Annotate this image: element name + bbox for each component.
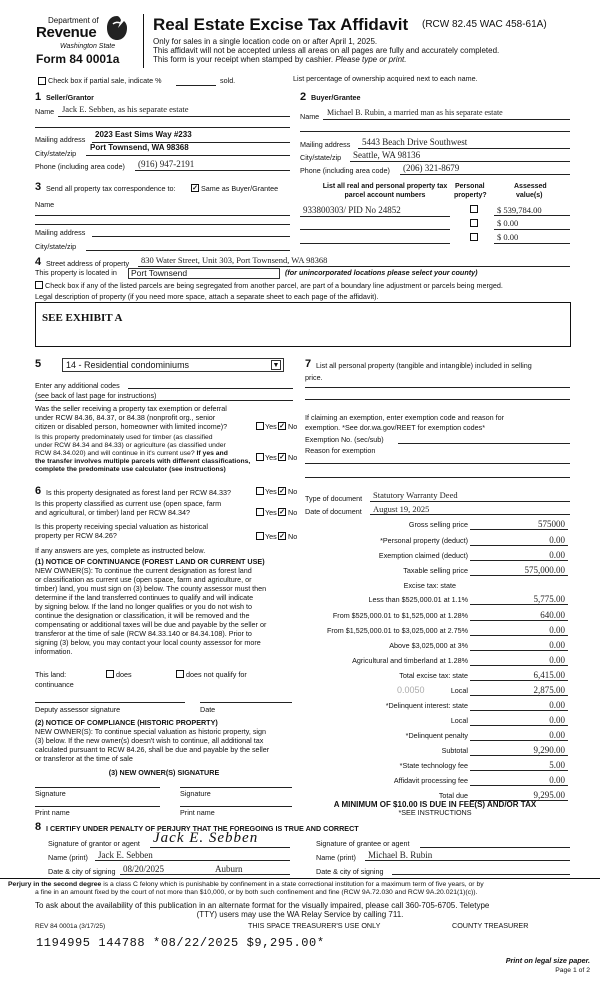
no-label: No [288, 422, 298, 431]
ownership-note: List percentage of ownership acquired next to each name. [293, 74, 478, 83]
owner-print-label-2: Print name [180, 808, 215, 817]
tax-row-value[interactable]: 0.00 [549, 535, 565, 545]
header-note3: This form is your receipt when stamped by cashier. Please type or print. [153, 55, 407, 64]
tax-row-value[interactable]: 0.00 [549, 655, 565, 665]
tax-row-label: Gross selling price [408, 520, 468, 529]
located-label: This property is located in [35, 268, 117, 277]
seller-city-label: City/state/zip [35, 149, 77, 158]
tax-row-label: Above $3,025,000 at 3% [389, 641, 468, 650]
revision-label: REV 84 0001a (3/17/25) [35, 923, 106, 930]
timber-q-line3: RCW 84.34.020) and will continue in it's current use? If yes and [35, 450, 228, 457]
forest-no-checkbox[interactable]: ✓ [279, 488, 285, 495]
historic-no-checkbox[interactable]: ✓ [279, 533, 285, 540]
sec7-label1: List all personal property (tangible and intangible) included in selling [316, 361, 532, 370]
segregated-checkbox[interactable] [35, 281, 43, 289]
compliance-heading: (2) NOTICE OF COMPLIANCE (HISTORIC PROPERTY) [35, 718, 218, 727]
reason-label: Reason for exemption [305, 446, 376, 455]
legal-description: SEE EXHIBIT A [42, 312, 123, 324]
timber-no-checkbox[interactable]: ✓ [279, 454, 285, 461]
timber-q-line4: the transfer involves multiple parcels with different classifications, [35, 458, 251, 465]
dept-line3: Washington State [60, 43, 116, 50]
sec4-number: 4 [35, 256, 42, 268]
tax-row-label: Excise tax: state [403, 581, 456, 590]
form-title: Real Estate Excise Tax Affidavit [153, 15, 409, 34]
personal-property-checkbox[interactable] [470, 233, 478, 241]
tax-row-value[interactable]: 9,290.00 [533, 745, 565, 755]
partial-sold-label: sold. [220, 76, 236, 85]
personal-heading2: property? [454, 192, 487, 199]
seller-name[interactable]: Jack E. Sebben, as his separate estate [62, 104, 189, 114]
tax-row-label: Taxable selling price [403, 566, 468, 575]
sec1-number: 1 [35, 91, 42, 103]
no-label: No [288, 508, 298, 517]
tax-row-value[interactable]: 575000 [538, 519, 565, 529]
historic-q2: property per RCW 84.26? [35, 531, 117, 540]
seller-phone[interactable]: (916) 947-2191 [138, 159, 195, 169]
tax-row-value[interactable]: 6,415.00 [533, 670, 565, 680]
sec3-name-label: Name [35, 200, 55, 209]
grantor-city[interactable]: Auburn [215, 864, 243, 874]
no-label: No [288, 453, 298, 462]
grantor-signature[interactable]: Jack E. Sebben [153, 830, 259, 846]
buyer-city[interactable]: Seattle, WA 98136 [353, 150, 421, 160]
location-select[interactable]: Port Townsend [128, 268, 280, 279]
segregated-label: Check box if any of the listed parcels are being segregated from another parcel, are part of a boundary line adjustment or parcels being merged. [45, 281, 503, 290]
seller-city[interactable]: Port Townsend, WA 98368 [90, 143, 189, 152]
local-rate[interactable]: 0.0050 [397, 685, 425, 695]
same-as-buyer-label: Same as Buyer/Grantee [201, 184, 279, 193]
continuance-heading: (1) NOTICE OF CONTINUANCE (FOREST LAND OR CURRENT USE) [35, 557, 265, 566]
owner-print-label-1: Print name [35, 808, 70, 817]
owner-sig-heading: (3) NEW OWNER(S) SIGNATURE [108, 768, 220, 777]
partial-sale-checkbox[interactable] [38, 77, 46, 85]
legal-description-box[interactable] [35, 302, 571, 347]
grantor-sig-label: Signature of grantor or agent [48, 839, 140, 848]
historic-yes-checkbox[interactable] [256, 532, 264, 540]
seller-mail-label: Mailing address [35, 135, 86, 144]
buyer-name[interactable]: Michael B. Rubin, a married man as his separate estate [327, 108, 503, 117]
property-use-value: 14 - Residential condominiums [66, 360, 190, 370]
buyer-city-label: City/state/zip [300, 153, 342, 162]
not-qualify-checkbox[interactable] [176, 670, 184, 678]
tax-row-value[interactable]: 0.00 [549, 640, 565, 650]
page-number: Page 1 of 2 [555, 967, 590, 974]
grantee-date-label: Date & city of signing [316, 867, 384, 876]
tax-row-label: Local [450, 716, 468, 725]
tax-row-label: Total due [438, 791, 468, 800]
tax-row-label: Agricultural and timberland at 1.28% [352, 656, 468, 665]
owner-sig-label-2: Signature [180, 789, 211, 798]
tax-row-label: *Delinquent interest: state [385, 701, 468, 710]
tax-row-label: *Personal property (deduct) [380, 536, 468, 545]
does-checkbox[interactable] [106, 670, 114, 678]
continuance-label: continuance [35, 680, 74, 689]
doc-date-label: Date of document [305, 507, 362, 516]
does-label: does [116, 670, 132, 679]
dept-line2: Revenue [36, 24, 97, 41]
seller-mail[interactable]: 2023 East Sims Way #233 [95, 130, 192, 139]
exempt-no-checkbox[interactable]: ✓ [279, 423, 285, 430]
tax-row-value[interactable]: 0.00 [549, 775, 565, 785]
county-treasurer-label: COUNTY TREASURER [452, 921, 529, 930]
form-statute: (RCW 82.45 WAC 458-61A) [422, 19, 547, 30]
alt-format-line1: To ask about the availability of this publication in an alternate format for the visually impaired, please call 360-705-6705. Teletype [35, 901, 490, 910]
exempt-q-line3: citizen or disabled person, homeowner with limited income)? [35, 422, 228, 431]
tax-row-label: *State technology fee [399, 761, 468, 770]
form-number: Form 84 0001a [36, 52, 120, 66]
tax-row-label: Subtotal [441, 746, 468, 755]
sec7-label2: price. [305, 373, 323, 382]
see-instructions: *SEE INSTRUCTIONS [398, 808, 472, 817]
codes-label: Enter any additional codes [35, 381, 120, 390]
assessed-value[interactable]: $ 539,784.00 [497, 205, 542, 215]
deputy-sig-label: Deputy assessor signature [35, 705, 121, 714]
street-address[interactable]: 830 Water Street, Unit 303, Port Townsend, WA 98368 [141, 255, 328, 265]
buyer-name-label: Name [300, 112, 320, 121]
assessed-value[interactable]: $ 0.00 [497, 232, 519, 242]
legal-paper-note: Print on legal size paper. [505, 956, 590, 965]
doc-date[interactable]: August 19, 2025 [373, 504, 430, 514]
forest-yes-checkbox[interactable] [256, 487, 264, 495]
tax-row-value[interactable]: 0.00 [549, 550, 565, 560]
grantor-name[interactable]: Jack E. Sebben [98, 850, 153, 860]
buyer-mail-label: Mailing address [300, 140, 351, 149]
tax-row-label: Local [450, 686, 468, 695]
tax-row-value[interactable]: 0.00 [549, 700, 565, 710]
sec3-mail-label: Mailing address [35, 228, 86, 237]
grantee-name-label: Name (print) [316, 853, 356, 862]
doc-type-label: Type of document [305, 494, 363, 503]
yes-label: Yes [265, 532, 277, 541]
tax-row-label: From $1,525,000.01 to $3,025,000 at 2.75% [326, 626, 468, 635]
tax-row-value[interactable]: 0.00 [549, 625, 565, 635]
tax-row-label: Less than $525,000.01 at 1.1% [368, 595, 468, 604]
tax-row-label: From $525,000.01 to $1,525,000 at 1.28% [332, 611, 468, 620]
exemption-no-label: Exemption No. (sec/sub) [305, 435, 384, 444]
personal-property-checkbox[interactable] [470, 205, 478, 213]
yes-label: Yes [265, 453, 277, 462]
current-use-yes-checkbox[interactable] [256, 508, 264, 516]
sec3-number: 3 [35, 181, 42, 193]
sec8-number: 8 [35, 821, 42, 833]
exempt-q-line2: under RCW 84.36, 84.37, or 84.38 (nonprofit org., senior [35, 413, 216, 422]
buyer-mail[interactable]: 5443 Beach Drive Southwest [362, 137, 468, 147]
located-note: (for unincorporated locations please select your county) [285, 268, 478, 277]
timber-q-line2: under RCW 84.34 and 84.33) or agriculture (as classified under [35, 442, 226, 449]
exempt-q-line1: Was the seller receiving a property tax exemption or deferral [35, 404, 227, 413]
timber-q-line5: complete the predominate use calculator (see instructions) [35, 466, 226, 473]
sec2-number: 2 [300, 91, 307, 103]
buyer-phone-label: Phone (including area code) [300, 166, 390, 175]
header-note1: Only for sales in a single location code on or after April 1, 2025. [153, 37, 378, 46]
not-qualify-label: does not qualify for [186, 670, 247, 679]
certify-heading: I CERTIFY UNDER PENALTY OF PERJURY THAT THE FOREGOING IS TRUE AND CORRECT [46, 824, 359, 833]
wa-logo-icon [106, 14, 128, 42]
seller-heading: Seller/Grantor [46, 93, 94, 102]
exempt-text1: If claiming an exemption, enter exemption code and reason for [305, 413, 504, 422]
grantee-name[interactable]: Michael B. Rubin [368, 850, 433, 860]
treasurer-use-label: THIS SPACE TREASURER'S USE ONLY [248, 921, 381, 930]
legal-label: Legal description of property (if you need more space, attach a separate sheet to each page of the affidavit). [35, 292, 379, 301]
timber-yes-checkbox[interactable] [256, 453, 264, 461]
street-label: Street address of property [46, 259, 130, 268]
exempt-yes-checkbox[interactable] [256, 422, 264, 430]
current-use-no-checkbox[interactable]: ✓ [279, 509, 285, 516]
tax-row-label: *Delinquent penalty [405, 731, 468, 740]
current-use-q2: and agricultural, or timber) land per RCW 84.34? [35, 508, 191, 517]
property-use-select[interactable] [62, 358, 284, 372]
parcel-heading1: List all real and personal property tax [322, 183, 448, 190]
yes-label: Yes [265, 487, 277, 496]
tax-row-label: Affidavit processing fee [393, 776, 468, 785]
this-land-label: This land: [35, 670, 67, 679]
codes-note: (see back of last page for instructions) [35, 391, 157, 400]
seller-phone-label: Phone (including area code) [35, 162, 125, 171]
header-note2: This affidavit will not be accepted unless all areas on all pages are fully and accurately completed. [153, 46, 500, 55]
tax-row-value[interactable]: 5,775.00 [533, 594, 565, 604]
no-label: No [288, 487, 298, 496]
receipt-stamp: 1194995 144788 *08/22/2025 $9,295.00* [36, 936, 325, 950]
grantor-date[interactable]: 08/20/2025 [123, 864, 165, 874]
yes-label: Yes [265, 508, 277, 517]
historic-q1: Is this property receiving special valuation as historical [35, 522, 208, 531]
parcel-heading2: parcel account numbers [344, 192, 426, 199]
buyer-heading: Buyer/Grantee [311, 93, 361, 102]
tax-row-label: Exemption claimed (deduct) [378, 551, 468, 560]
minimum-note: A MINIMUM OF $10.00 IS DUE IN FEE(S) AND/OR TAX [333, 800, 537, 809]
tax-row-value[interactable]: 5.00 [549, 760, 565, 770]
tax-row-value[interactable]: 575,000.00 [524, 565, 565, 575]
partial-sale-label: Check box if partial sale, indicate % [48, 76, 162, 85]
assessed-value[interactable]: $ 0.00 [497, 218, 519, 228]
perjury-line2: a fine in an amount fixed by the court of not more than $10,000, or by both such confinement and fine (RCW 9A.72.030 and RCW 9A.20.021(1)(c)). [35, 889, 478, 896]
grantor-name-label: Name (print) [48, 853, 88, 862]
sec3-label: Send all property tax correspondence to: [46, 184, 176, 193]
no-label: No [288, 532, 298, 541]
sec7-number: 7 [305, 358, 312, 370]
dept-line1: Department of [48, 16, 99, 25]
perjury-line1: Perjury in the second degree is a class C felony which is punishable by confinement in a state correctional institution for a maximum term of five years, or by [8, 881, 484, 888]
parcel-id[interactable]: 933800303/ PID No 24852 [303, 205, 401, 215]
seller-name-label: Name [35, 107, 55, 116]
yes-label: Yes [265, 422, 277, 431]
current-use-q1: Is this property classified as current use (open space, farm [35, 499, 222, 508]
buyer-phone[interactable]: (206) 321-8679 [403, 163, 460, 173]
exempt-text2: exemption. *See dor.wa.gov/REET for exemption codes* [305, 423, 486, 432]
doc-type[interactable]: Statutory Warranty Deed [373, 490, 458, 500]
forest-q: Is this property designated as forest land per RCW 84.33? [46, 488, 231, 497]
tax-row-label: Total excise tax: state [399, 671, 468, 680]
sec3-city-label: City/state/zip [35, 242, 77, 251]
sec6-number: 6 [35, 485, 42, 497]
personal-property-checkbox[interactable] [470, 219, 478, 227]
personal-heading1: Personal [455, 183, 485, 190]
grantor-date-label: Date & city of signing [48, 867, 116, 876]
tax-row-value[interactable]: 2,875.00 [533, 685, 565, 695]
timber-q-line1: Is this property predominately used for timber (as classified [35, 434, 213, 441]
assessed-heading2: value(s) [516, 192, 543, 199]
tax-row-value[interactable]: 0.00 [549, 715, 565, 725]
same-as-buyer-checkbox[interactable]: ✓ [192, 185, 198, 192]
sec5-number: 5 [35, 358, 42, 370]
answers-note: If any answers are yes, complete as instructed below. [35, 546, 206, 555]
deputy-date-label: Date [200, 705, 216, 714]
assessed-heading1: Assessed [514, 183, 547, 190]
tax-row-value[interactable]: 9,295.00 [533, 790, 565, 800]
tax-row-value[interactable]: 640.00 [540, 610, 565, 620]
owner-sig-label-1: Signature [35, 789, 66, 798]
tax-row-value[interactable]: 0.00 [549, 730, 565, 740]
alt-format-line2: (TTY) users may use the WA Relay Service by calling 711. [196, 910, 404, 919]
grantee-sig-label: Signature of grantee or agent [316, 839, 410, 848]
chevron-down-icon[interactable]: ▼ [272, 362, 280, 369]
